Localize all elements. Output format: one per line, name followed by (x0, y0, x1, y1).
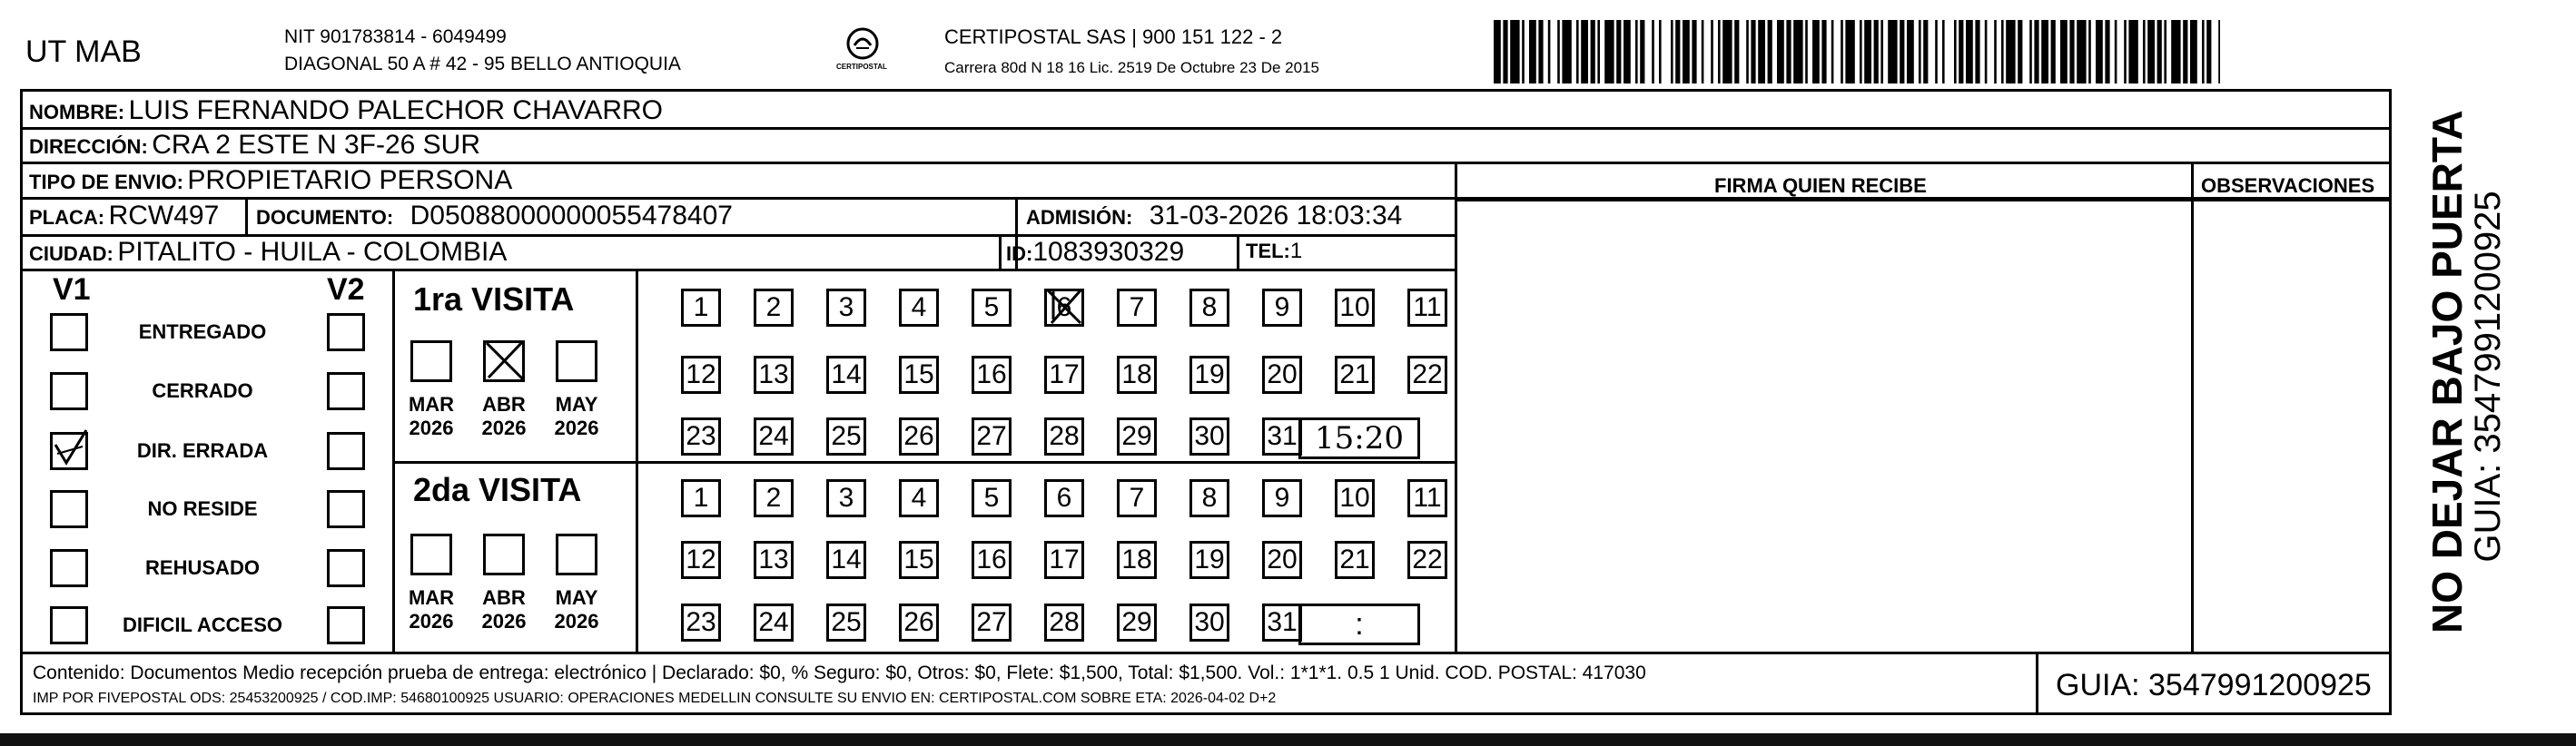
day-box[interactable]: 20 (1262, 356, 1302, 394)
day-box[interactable]: 26 (899, 417, 939, 456)
tipo-envio-value: PROPIETARIO PERSONA (187, 165, 513, 195)
v2-checkbox[interactable] (327, 490, 365, 528)
day-box[interactable]: 26 (899, 604, 939, 642)
day-box[interactable]: 6 (1044, 479, 1084, 517)
year-label: 2026 (481, 417, 527, 439)
day-box[interactable]: 29 (1117, 417, 1157, 456)
time-box[interactable]: 15:20 (1298, 417, 1420, 459)
v1-checkbox[interactable] (50, 313, 88, 351)
day-box[interactable]: 24 (754, 604, 794, 642)
certipostal-logo-icon (831, 24, 894, 78)
day-box[interactable]: 6 (1044, 289, 1084, 327)
day-box[interactable]: 2 (754, 479, 794, 517)
day-box[interactable]: 14 (826, 356, 866, 394)
month-label: MAR (408, 393, 455, 416)
nombre-value: LUIS FERNANDO PALECHOR CHAVARRO (128, 95, 663, 125)
checkmark-icon (50, 427, 92, 472)
day-box[interactable]: 11 (1407, 289, 1447, 327)
day-box[interactable]: 9 (1262, 289, 1302, 327)
status-label: DIFICIL ACCESO (122, 613, 282, 636)
time-box[interactable]: : (1298, 604, 1420, 645)
carrier-name: CERTIPOSTAL SAS | 900 151 122 - 2 (944, 25, 1283, 48)
day-box[interactable]: 18 (1117, 356, 1157, 394)
first-visit-title: 1ra VISITA (413, 280, 575, 318)
v1-label: V1 (53, 272, 91, 307)
day-box[interactable]: 22 (1407, 541, 1447, 579)
month-checkbox[interactable] (410, 340, 452, 382)
day-box[interactable]: 16 (972, 541, 1012, 579)
x-mark-icon (481, 338, 528, 385)
v2-checkbox[interactable] (327, 313, 365, 351)
day-cross-icon (1041, 283, 1090, 330)
day-box[interactable]: 27 (972, 604, 1012, 642)
company-nit: NIT 901783814 - 6049499 (284, 26, 507, 47)
v2-checkbox[interactable] (327, 432, 365, 470)
day-box[interactable]: 19 (1189, 541, 1229, 579)
observaciones-header: OBSERVACIONES (2201, 174, 2375, 197)
placa-value: RCW497 (108, 201, 220, 231)
barcode (1494, 20, 2220, 83)
carrier-license: Carrera 80d N 18 16 Lic. 2519 De Octubre 23 De 2015 (944, 59, 1319, 76)
admision-label: ADMISIÓN: (1026, 206, 1133, 229)
ciudad-label: CIUDAD: (29, 242, 114, 265)
no-dejar-text: NO DEJAR BAJO PUERTA (2423, 110, 2471, 633)
direccion-label: DIRECCIÓN: (29, 135, 148, 158)
direccion-value: CRA 2 ESTE N 3F-26 SUR (152, 130, 481, 160)
day-box[interactable]: 17 (1044, 356, 1084, 394)
month-label: MAY (555, 586, 598, 609)
company-address: DIAGONAL 50 A # 42 - 95 BELLO ANTIOQUIA (284, 54, 681, 74)
day-box[interactable]: 8 (1189, 479, 1229, 517)
day-box[interactable]: 30 (1189, 417, 1229, 456)
company-name: UT MAB (25, 34, 142, 69)
day-box[interactable]: 12 (681, 356, 721, 394)
month-label: MAR (408, 586, 455, 609)
day-box[interactable]: 13 (754, 356, 794, 394)
month-checkbox[interactable] (410, 534, 452, 575)
day-box[interactable]: 17 (1044, 541, 1084, 579)
day-box[interactable]: 30 (1189, 604, 1229, 642)
v1-checkbox[interactable] (50, 549, 88, 587)
documento-label: DOCUMENTO: (256, 206, 394, 229)
month-label: MAY (555, 393, 598, 416)
year-label: 2026 (409, 417, 454, 439)
year-label: 2026 (481, 610, 527, 633)
v1-checkbox[interactable] (50, 490, 88, 528)
v1-checkbox[interactable] (50, 372, 88, 410)
day-box[interactable]: 7 (1117, 479, 1157, 517)
day-box[interactable]: 7 (1117, 289, 1157, 327)
status-label: DIR. ERRADA (136, 439, 269, 462)
day-box[interactable]: 2 (754, 289, 794, 327)
status-label: REHUSADO (145, 556, 260, 579)
day-box[interactable]: 10 (1335, 289, 1375, 327)
side-guia-text: GUIA: 3547991200925 (2468, 191, 2508, 563)
day-box[interactable]: 4 (899, 289, 939, 327)
day-box[interactable]: 1 (681, 289, 721, 327)
day-box[interactable]: 24 (754, 417, 794, 456)
day-box[interactable]: 8 (1189, 289, 1229, 327)
year-label: 2026 (554, 417, 599, 439)
footer-line2: IMP POR FIVEPOSTAL ODS: 25453200925 / COD.IMP: 54680100925 USUARIO: OPERACIONES MEDELLIN CONSULTE SU ENVIO EN: CERTIPOSTAL.COM SOBRE ETA: 2026-04-02 D+2 (33, 691, 1277, 706)
day-box[interactable]: 15 (899, 541, 939, 579)
day-box[interactable]: 25 (826, 604, 866, 642)
tel-value: 1 (1289, 239, 1303, 263)
logo-text: CERTIPOSTAL (836, 63, 887, 71)
day-box[interactable]: 22 (1407, 356, 1447, 394)
placa-label: PLACA: (29, 206, 105, 229)
admision-value: 31-03-2026 18:03:34 (1149, 201, 1403, 231)
day-box[interactable]: 21 (1335, 356, 1375, 394)
day-box[interactable]: 27 (972, 417, 1012, 456)
v2-checkbox[interactable] (327, 372, 365, 410)
ciudad-value: PITALITO - HUILA - COLOMBIA (117, 237, 508, 267)
month-label: ABR (482, 586, 526, 609)
status-label: NO RESIDE (147, 497, 258, 520)
day-box[interactable]: 29 (1117, 604, 1157, 642)
bottom-edge (0, 733, 2576, 746)
day-box[interactable]: 20 (1262, 541, 1302, 579)
status-label: CERRADO (152, 379, 253, 402)
month-checkbox[interactable] (483, 534, 525, 575)
v2-label: V2 (327, 272, 365, 307)
day-box[interactable]: 4 (899, 479, 939, 517)
id-value: 1083930329 (1032, 237, 1185, 267)
second-visit-title: 2da VISITA (413, 471, 582, 508)
documento-value: D05088000000055478407 (410, 201, 733, 231)
v1-checkbox[interactable] (50, 606, 88, 644)
day-box[interactable]: 12 (681, 541, 721, 579)
day-box[interactable]: 9 (1262, 479, 1302, 517)
day-box[interactable]: 28 (1044, 417, 1084, 456)
v2-checkbox[interactable] (327, 606, 365, 644)
day-box[interactable]: 16 (972, 356, 1012, 394)
day-box[interactable]: 14 (826, 541, 866, 579)
day-box[interactable]: 5 (972, 479, 1012, 517)
year-label: 2026 (554, 610, 599, 633)
id-label: ID: (1006, 242, 1033, 265)
side-notice (2402, 110, 2508, 633)
day-box[interactable]: 11 (1407, 479, 1447, 517)
day-box[interactable]: 15 (899, 356, 939, 394)
month-checkbox[interactable] (556, 534, 597, 575)
day-box[interactable]: 13 (754, 541, 794, 579)
day-box[interactable]: 23 (681, 604, 721, 642)
tel-label: TEL: (1246, 240, 1290, 262)
nombre-label: NOMBRE: (29, 101, 125, 123)
day-box[interactable]: 31 (1262, 417, 1302, 456)
day-box[interactable]: 31 (1262, 604, 1302, 642)
v2-checkbox[interactable] (327, 549, 365, 587)
tipo-envio-label: TIPO DE ENVIO: (29, 171, 183, 193)
day-box[interactable]: 25 (826, 417, 866, 456)
year-label: 2026 (409, 610, 454, 633)
day-box[interactable]: 18 (1117, 541, 1157, 579)
day-box[interactable]: 10 (1335, 479, 1375, 517)
month-checkbox[interactable] (556, 340, 597, 382)
status-label: ENTREGADO (138, 320, 267, 343)
day-box[interactable]: 3 (826, 479, 866, 517)
footer-guia: GUIA: 3547991200925 (2056, 668, 2372, 702)
day-box[interactable]: 3 (826, 289, 866, 327)
day-box[interactable]: 19 (1189, 356, 1229, 394)
day-box[interactable]: 21 (1335, 541, 1375, 579)
day-box[interactable]: 5 (972, 289, 1012, 327)
day-box[interactable]: 28 (1044, 604, 1084, 642)
firma-header: FIRMA QUIEN RECIBE (1714, 174, 1927, 197)
month-label: ABR (482, 393, 526, 416)
footer-line1: Contenido: Documentos Medio recepción prueba de entrega: electrónico | Declarado: $0, % Seguro: $0, Otros: $0, Flete: $1,500, Total: $1,500. Vol.: 1*1*1. 0.5 1 Unid. COD. POSTAL: 417030 (33, 663, 1646, 683)
day-box[interactable]: 1 (681, 479, 721, 517)
day-box[interactable]: 23 (681, 417, 721, 456)
